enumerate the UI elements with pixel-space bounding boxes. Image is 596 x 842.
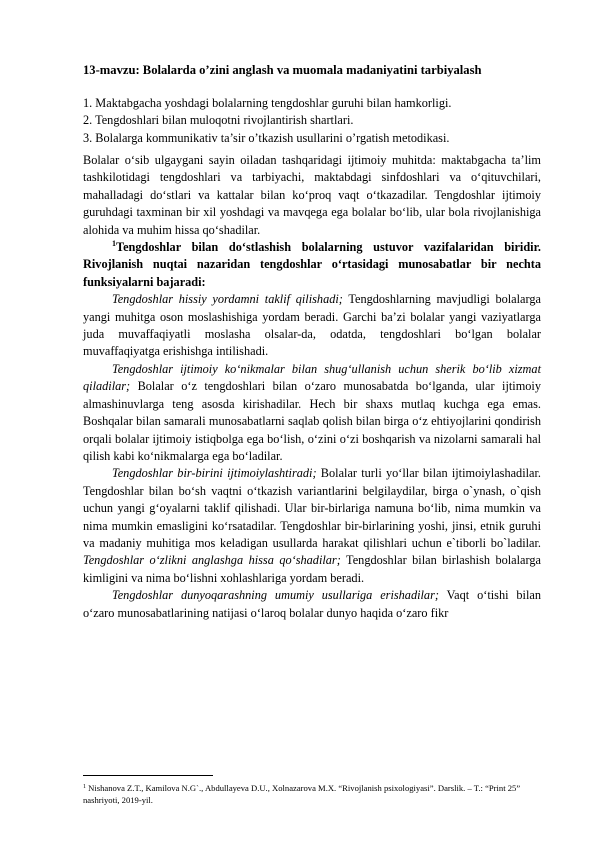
footnote-number: 1 <box>83 784 86 790</box>
paragraph-text-identity: Tengdoshlar bilan birlashish bolalarga kimligini va nima bo‘lishni xohlashlariga yordam beradi. <box>83 553 541 585</box>
footnote-divider <box>83 775 213 776</box>
paragraph-lead: Tengdoshlar dunyoqarashning umumiy usullariga erishadilar; <box>112 588 439 603</box>
paragraph-text: Tengdoshlarning mavjudligi bolalarga yangi muhitga oson moslashishiga yordam beradi. Garchi ba’zi bolalar yangi vaziyatlarga juda muvaffaqiyatli moslasha olsalar-da, odatda, tengdoshlari bo‘lgan bolalar muvaffaqiyatga erishishga intilishadi. <box>83 292 541 359</box>
paragraph-social-skills <box>83 361 541 465</box>
paragraph-emotional-support <box>83 291 541 361</box>
footnote-ref: 1 <box>112 239 116 249</box>
topic-plan-list <box>83 95 543 147</box>
functions-heading-text: Tengdoshlar bilan do‘stlashish bolalarning ustuvor vazifalaridan biridir. Rivojlanish nuqtai nazaridan tengdoshlar o‘rtasidagi munosabatlar bir nechta funksiyalarni bajaradi: <box>83 240 541 289</box>
paragraph-lead-identity: Tengdoshlar o‘zlikni anglashga hissa qo‘shadilar; <box>83 553 341 568</box>
plan-item-1: 1. Maktabgacha yoshdagi bolalarning tengdoshlar guruhi bilan hamkorligi. <box>83 96 452 110</box>
paragraph-text: Bolalar turli yo‘llar bilan ijtimoiylashadilar. Tengdoshlar bilan bo‘sh vaqtni o‘tkazish variantlarini belgilaydilar, birga o`ynash, o`qish uchun yangi g‘oyalarni taklif qilishadi. Ular bir-birlariga namuna bo‘lib, nima mumkin va nima mumkin emasligini ko‘rsatadilar. Tengdoshlar bir-birlarining yoshi, jinsi, etnik guruhi va madaniy muhitiga mos keladigan usullarda harakat qilishlari uchun e`tiborli bo`ladilar. <box>83 466 541 550</box>
plan-item-2: 2. Tengdoshlari bilan muloqotni rivojlantirish shartlari. <box>83 113 354 128</box>
paragraph-text: Bolalar o‘z tengdoshlari bilan o‘zaro munosabatda bo‘lganda, ular ijtimoiy almashinuvlarga teng asosda kirishadilar. Hech bir shaxs mutlaq kuchga ega emas. Boshqalar bilan samarali munosabatlarni saqlab qolish bilan birga o‘z ehtiyojlarini qondirish orqali bolalar ijtimoiy istiqbolga ega bo‘lish, o‘zini o‘zi boshqarish va nizolarni samarali hal qilish kabi ko‘nikmalarga ega bo‘ladilar. <box>83 379 541 463</box>
footnote-text: Nishanova Z.T., Kamilova N.G`., Abdullayeva D.U., Xolnazarova M.X. “Rivojlanish psixologiyasi”. Darslik. – T.: “Print 25” nashriyoti, 2019-yil. <box>83 783 521 805</box>
paragraph-worldview <box>83 587 541 622</box>
paragraph-lead: Tengdoshlar hissiy yordamni taklif qilishadi; <box>112 292 343 307</box>
page-title: 13-mavzu: Bolalarda o’zini anglash va muomala madaniyatini tarbiyalash <box>83 63 482 77</box>
footnote <box>83 783 543 806</box>
functions-heading <box>83 239 541 291</box>
paragraph-text: Vaqt o‘tishi bilan o‘zaro munosabatlarining natijasi o‘laroq bolalar dunyo haqida o‘zaro fikr <box>83 588 541 620</box>
paragraph-lead: Tengdoshlar ijtimoiy ko‘nikmalar bilan shug‘ullanish uchun sherik bo‘lib xizmat qiladilar; <box>83 361 541 394</box>
paragraph-socialization <box>83 465 541 587</box>
body-text <box>83 152 541 622</box>
paragraph-lead: Tengdoshlar bir-birini ijtimoiylashtiradi; <box>112 466 317 481</box>
plan-item-3: 3. Bolalarga kommunikativ ta’sir o’tkazish usullarini o’rgatish metodikasi. <box>83 130 450 145</box>
intro-paragraph: Bolalar o‘sib ulgaygani sayin oiladan tashqaridagi ijtimoiy muhitda: maktabgacha ta’lim tashkilotidagi tengdoshlari va tarbiyachi, maktabdagi sinfdoshlari va o‘qituvchilari, mahalladagi do‘stlari va kattalar bilan ko‘proq vaqt o‘tkazadilar. Tengdoshlar ijtimoiy guruhdagi taxminan bir xil yoshdagi va mavqega ega bolalar bo‘lib, ular bola rivojlanishiga alohida va muhim hissa qo‘shadilar. <box>83 153 541 237</box>
